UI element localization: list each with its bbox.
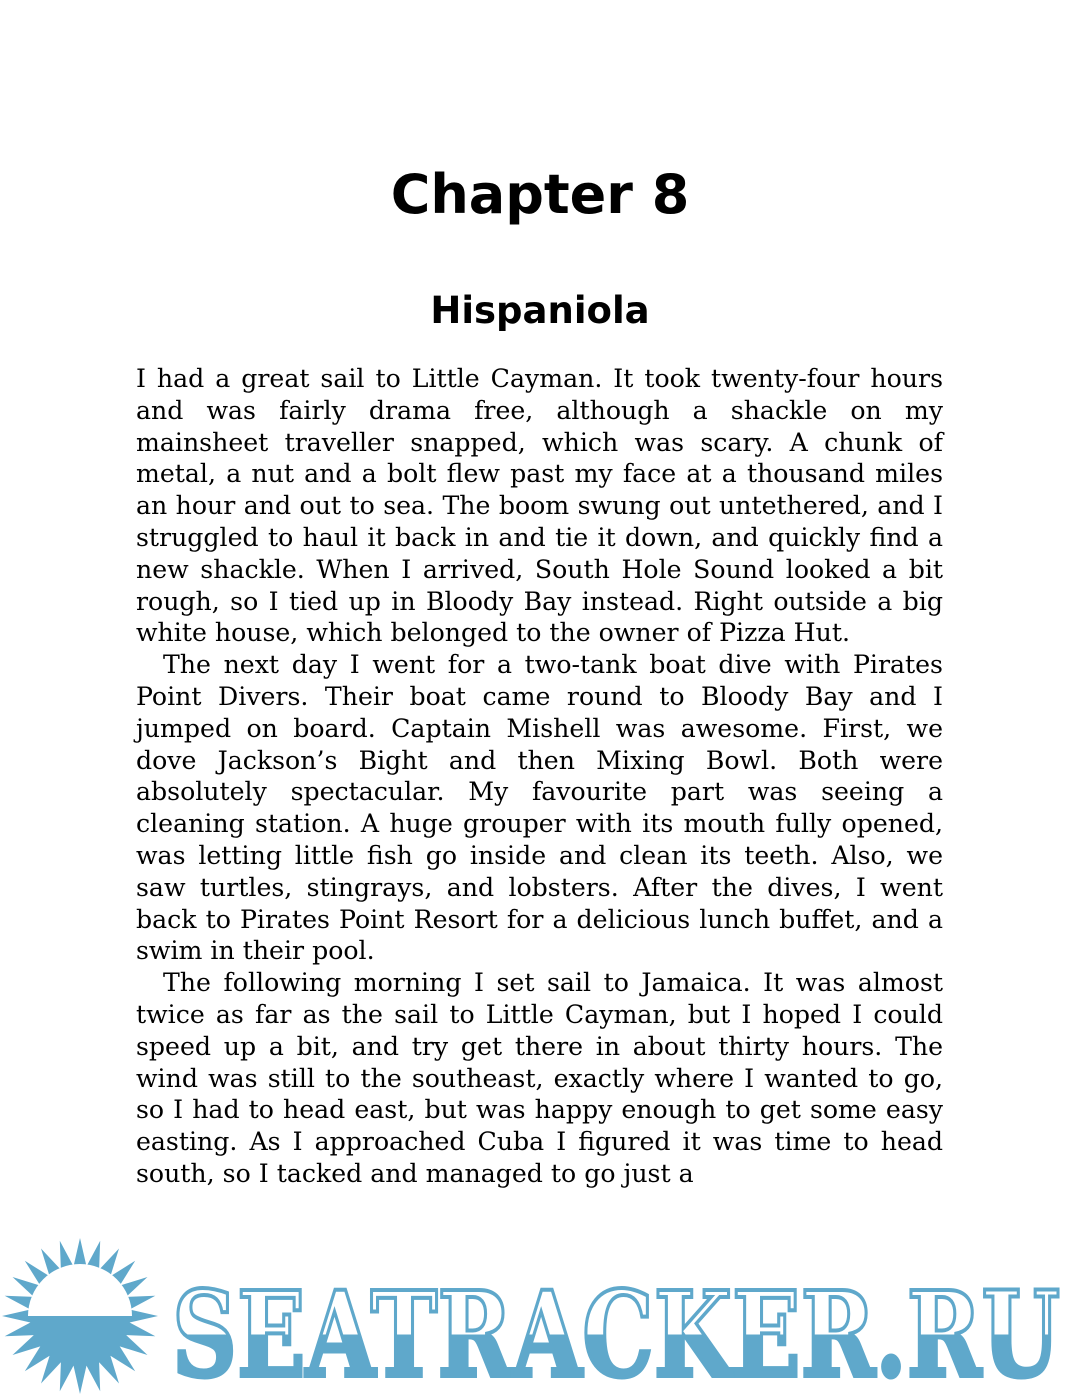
watermark (0, 1236, 1080, 1397)
chapter-body (136, 363, 943, 1190)
paragraph: I had a great sail to Little Cayman. It took twenty-four hours and was fairly drama free, although a shackle on my mainsheet traveller snapped, which was scary. A chunk of metal, a nut and a bolt flew past my face at a thousand miles an hour and out to sea. The boom swung out untethered, and I struggled to haul it back in and tie it down, and quickly find a new shackle. When I arrived, South Hole Sound looked a bit rough, so I tied up in Bloody Bay instead. Right outside a big white house, which belonged to the owner of Pizza Hut. (136, 364, 943, 648)
paragraph: The next day I went for a two-tank boat dive with Pirates Point Divers. Their boat came round to Bloody Bay and I jumped on board. Captain Mishell was awesome. First, we dove Jackson’s Bight and then Mixing Bowl. Both were absolutely spectacular. My favourite part was seeing a cleaning station. A huge grouper with its mouth fully opened, was letting little fish go inside and clean its teeth. Also, we saw turtles, stingrays, and lobsters. After the dives, I went back to Pirates Point Resort for a delicious lunch buffet, and a swim in their pool. (136, 650, 943, 966)
chapter-title: Chapter 8 (390, 163, 690, 226)
watermark-text: SEATRACKER.RU (172, 1265, 1060, 1397)
sun-icon (2, 1238, 158, 1394)
sun-disc (28, 1264, 132, 1316)
chapter-subtitle: Hispaniola (430, 289, 650, 332)
paragraph: The following morning I set sail to Jamaica. It was almost twice as far as the sail to Little Cayman, but I hoped I could speed up a bit, and try get there in about thirty hours. The wind was still to the southeast, exactly where I wanted to go, so I had to head east, but was happy enough to get some easy easting. As I approached Cuba I figured it was time to head south, so I tacked and managed to go just a (136, 968, 943, 1188)
